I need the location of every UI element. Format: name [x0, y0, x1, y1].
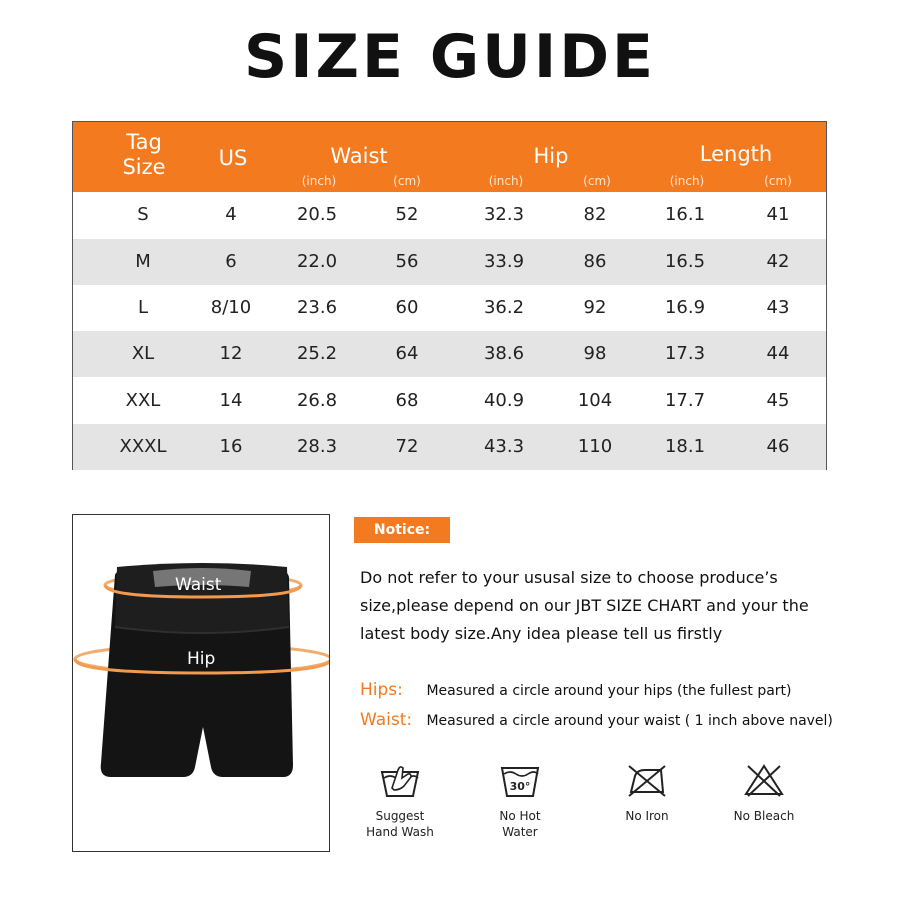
table-cell-waist-in: 28.3	[296, 436, 338, 457]
table-cell-len-cm: 42	[766, 251, 790, 272]
table-cell-len-in: 16.5	[664, 251, 706, 272]
table-cell-hip-cm: 110	[577, 436, 613, 457]
shorts-illustration	[73, 515, 329, 851]
header-length: Length	[699, 142, 773, 166]
table-cell-len-in: 17.3	[664, 343, 706, 364]
table-header	[73, 122, 826, 192]
table-cell-len-cm: 46	[766, 436, 790, 457]
care-label: No Hot Water	[499, 809, 541, 839]
size-table	[72, 121, 827, 470]
hips-measurement	[360, 680, 792, 700]
table-cell-waist-cm: 72	[395, 436, 419, 457]
table-cell-waist-cm: 52	[395, 204, 419, 225]
table-cell-tag: M	[135, 251, 151, 272]
waist-callout-label: Waist	[175, 575, 222, 595]
table-cell-tag: XL	[131, 343, 155, 364]
table-cell-hip-in: 33.9	[483, 251, 525, 272]
table-cell-hip-cm: 82	[583, 204, 607, 225]
table-cell-len-in: 16.9	[664, 297, 706, 318]
table-cell-len-cm: 41	[766, 204, 790, 225]
waist-measurement-label: Waist:	[360, 710, 413, 730]
header-hip: Hip	[533, 144, 569, 168]
hips-measurement-label: Hips:	[360, 680, 403, 700]
notice-badge: Notice:	[354, 517, 450, 543]
table-cell-us: 12	[219, 343, 243, 364]
table-cell-waist-in: 22.0	[296, 251, 338, 272]
table-cell-len-in: 17.7	[664, 390, 706, 411]
wash-30-icon	[498, 760, 542, 800]
table-cell-waist-cm: 60	[395, 297, 419, 318]
care-no-bleach	[709, 760, 819, 824]
table-row	[73, 239, 826, 285]
table-cell-tag: S	[137, 204, 149, 225]
table-cell-hip-in: 36.2	[483, 297, 525, 318]
table-row	[73, 285, 826, 331]
table-cell-us: 8/10	[210, 297, 252, 318]
table-cell-waist-in: 20.5	[296, 204, 338, 225]
care-label: Suggest Hand Wash	[366, 809, 434, 839]
product-image	[72, 514, 330, 852]
page-title: SIZE GUIDE	[243, 22, 656, 92]
table-cell-len-cm: 45	[766, 390, 790, 411]
header-hip-cm: (cm)	[583, 174, 611, 188]
header-length-cm: (cm)	[764, 174, 792, 188]
table-cell-waist-cm: 56	[395, 251, 419, 272]
care-hand-wash	[345, 760, 455, 840]
notice-line: size,please depend on our JBT SIZE CHART and your the	[360, 596, 809, 615]
header-waist-cm: (cm)	[393, 174, 421, 188]
care-no-iron	[592, 760, 702, 824]
no-iron-icon	[625, 760, 669, 800]
table-cell-hip-in: 38.6	[483, 343, 525, 364]
table-cell-len-cm: 43	[766, 297, 790, 318]
notice-line: Do not refer to your ususal size to choose produce’s	[360, 568, 778, 587]
table-row	[73, 331, 826, 377]
table-cell-len-in: 16.1	[664, 204, 706, 225]
table-cell-len-cm: 44	[766, 343, 790, 364]
no-bleach-icon	[742, 760, 786, 800]
hip-callout-label: Hip	[187, 649, 216, 669]
notice-line: latest body size.Any idea please tell us firstly	[360, 624, 723, 643]
table-cell-us: 4	[225, 204, 237, 225]
care-label: No Iron	[625, 809, 669, 823]
header-waist-inch: (inch)	[301, 174, 337, 188]
header-us: US	[218, 146, 248, 170]
table-cell-hip-in: 32.3	[483, 204, 525, 225]
table-cell-tag: XXXL	[119, 436, 167, 457]
table-cell-us: 6	[225, 251, 237, 272]
wash-temperature: 30°	[509, 780, 531, 793]
care-no-hot-water	[465, 760, 575, 840]
table-cell-waist-in: 23.6	[296, 297, 338, 318]
table-cell-hip-cm: 86	[583, 251, 607, 272]
waist-measurement-text: Measured a circle around your waist ( 1 inch above navel)	[426, 713, 833, 729]
table-cell-waist-cm: 64	[395, 343, 419, 364]
table-cell-hip-cm: 98	[583, 343, 607, 364]
table-cell-hip-cm: 92	[583, 297, 607, 318]
header-tag-size: Tag Size	[122, 130, 166, 179]
table-cell-hip-in: 43.3	[483, 436, 525, 457]
table-cell-tag: L	[137, 297, 149, 318]
table-cell-waist-in: 26.8	[296, 390, 338, 411]
header-hip-inch: (inch)	[488, 174, 524, 188]
table-row	[73, 192, 826, 238]
header-waist: Waist	[330, 144, 388, 168]
care-label: No Bleach	[733, 809, 795, 823]
waist-measurement	[360, 710, 833, 730]
table-row	[73, 378, 826, 424]
table-cell-us: 14	[219, 390, 243, 411]
table-cell-us: 16	[219, 436, 243, 457]
hand-wash-icon	[378, 760, 422, 800]
table-row	[73, 424, 826, 470]
table-cell-hip-cm: 104	[577, 390, 613, 411]
table-cell-len-in: 18.1	[664, 436, 706, 457]
table-cell-waist-in: 25.2	[296, 343, 338, 364]
hips-measurement-text: Measured a circle around your hips (the fullest part)	[426, 683, 792, 699]
table-cell-waist-cm: 68	[395, 390, 419, 411]
notice-text	[360, 564, 880, 648]
table-cell-hip-in: 40.9	[483, 390, 525, 411]
table-cell-tag: XXL	[125, 390, 161, 411]
header-length-inch: (inch)	[669, 174, 705, 188]
